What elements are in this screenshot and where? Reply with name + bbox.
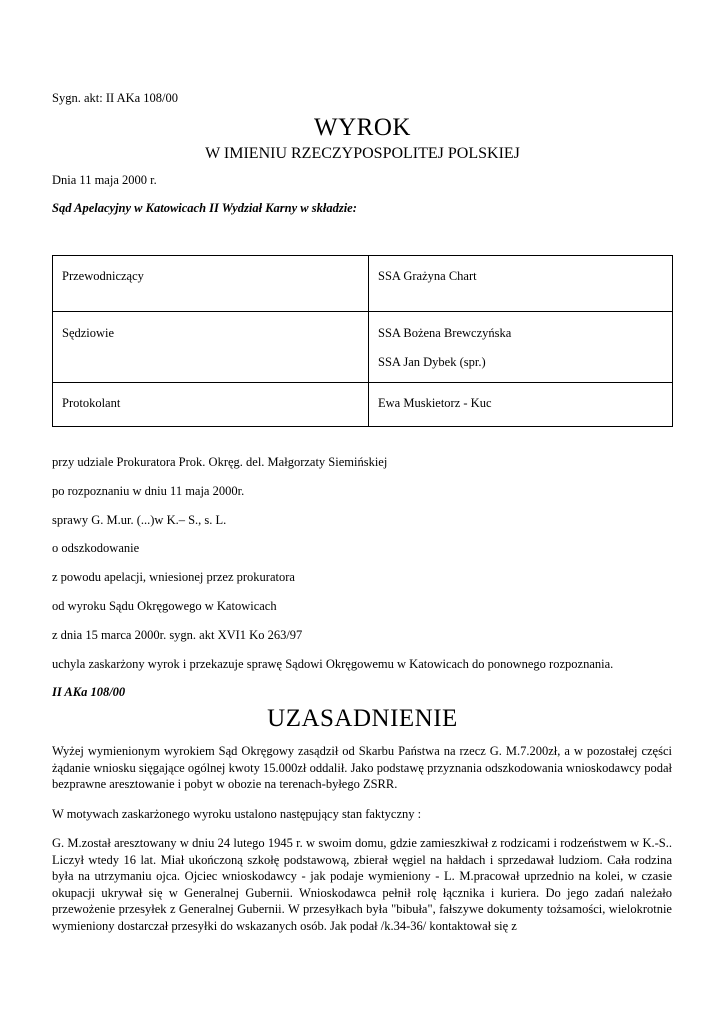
judge-name: SSA Grażyna Chart — [378, 269, 477, 283]
sentence-line: z powodu apelacji, wniesionej przez prokuratora — [52, 570, 295, 584]
sentence-line: z dnia 15 marca 2000r. sygn. akt XVI1 Ko 263/97 — [52, 628, 303, 642]
table-row — [53, 256, 673, 312]
names-cell — [369, 312, 673, 383]
sentence-operative-line: uchyla zaskarżony wyrok i przekazuje sprawę Sądowi Okręgowemu w Katowicach do ponownego rozpoznania. — [52, 657, 614, 671]
judge-name: SSA Jan Dybek (spr.) — [378, 355, 486, 369]
judgment-subtitle: W IMIENIU RZECZYPOSPOLITEJ POLSKIEJ — [205, 145, 520, 162]
court-composition-heading: Sąd Apelacyjny w Katowicach II Wydział Karny w składzie: — [52, 201, 357, 215]
sentence-line: po rozpoznaniu w dniu 11 maja 2000r. — [52, 484, 245, 498]
names-cell — [369, 383, 673, 427]
role-cell: Przewodniczący — [53, 256, 369, 312]
role-cell: Sędziowie — [53, 312, 369, 383]
judge-name: SSA Bożena Brewczyńska — [378, 326, 512, 340]
reasoning-paragraph: W motywach zaskarżonego wyroku ustalono następujący stan faktyczny : — [52, 807, 422, 821]
sentence-line: przy udziale Prokuratora Prok. Okręg. del. Małgorzaty Siemińskiej — [52, 455, 388, 469]
reasoning-title: UZASADNIENIE — [267, 705, 458, 732]
judgment-title: WYROK — [314, 114, 411, 141]
sentence-line: od wyroku Sądu Okręgowego w Katowicach — [52, 599, 277, 613]
reasoning-paragraph: G. M.został aresztowany w dniu 24 lutego 1945 r. w swoim domu, gdzie zamieszkiwał z rodzicami i rodzeństwem w K.-S.. Liczył wtedy 16 lat. Miał ukończoną szkołę podstawową, zbierał węgiel na hałdach i sprzedawał ludziom. Cała rodzina była na utrzymaniu ojca. Ojciec wnioskodawcy - jak podaje wymieniony - L. M.pracował uprzednio na kolei, w czasie okupacji ukrywał się w Generalnej Gubernii. Wnioskodawca pełnił rolę łącznika i kuriera. Do jego zadań należało przewożenie przesyłek z Generalnej Gubernii. W przesyłkach była "bibuła", fałszywe dokumenty tożsamości, wielokrotnie wymieniony dostarczał przesyłki do wskazanych osób. Jak podał /k.34-36/ kontaktował się z — [52, 836, 672, 933]
reasoning-paragraph: Wyżej wymienionym wyrokiem Sąd Okręgowy zasądził od Skarbu Państwa na rzecz G. M.7.200zł, a w pozostałej części żądanie wniosku sięgające ogólnej kwoty 15.000zł oddalił. Jako podstawę przyznania odszkodowania wnioskodawcy podał bezprawne aresztowanie i pobyt w obozie na terenach-byłego ZSRR. — [52, 744, 672, 791]
sentence-line: o odszkodowanie — [52, 541, 140, 555]
role-cell: Protokolant — [53, 383, 369, 427]
table-row — [53, 383, 673, 427]
sentence-line: sprawy G. M.ur. (...)w K.– S., s. L. — [52, 513, 227, 527]
reasoning-reference: II AKa 108/00 — [52, 685, 126, 699]
case-number: Sygn. akt: II AKa 108/00 — [52, 91, 179, 105]
table-row — [53, 312, 673, 383]
clerk-name: Ewa Muskietorz - Kuc — [378, 396, 492, 410]
names-cell — [369, 256, 673, 312]
judgment-date: Dnia 11 maja 2000 r. — [52, 173, 157, 187]
court-panel-table — [52, 255, 673, 427]
